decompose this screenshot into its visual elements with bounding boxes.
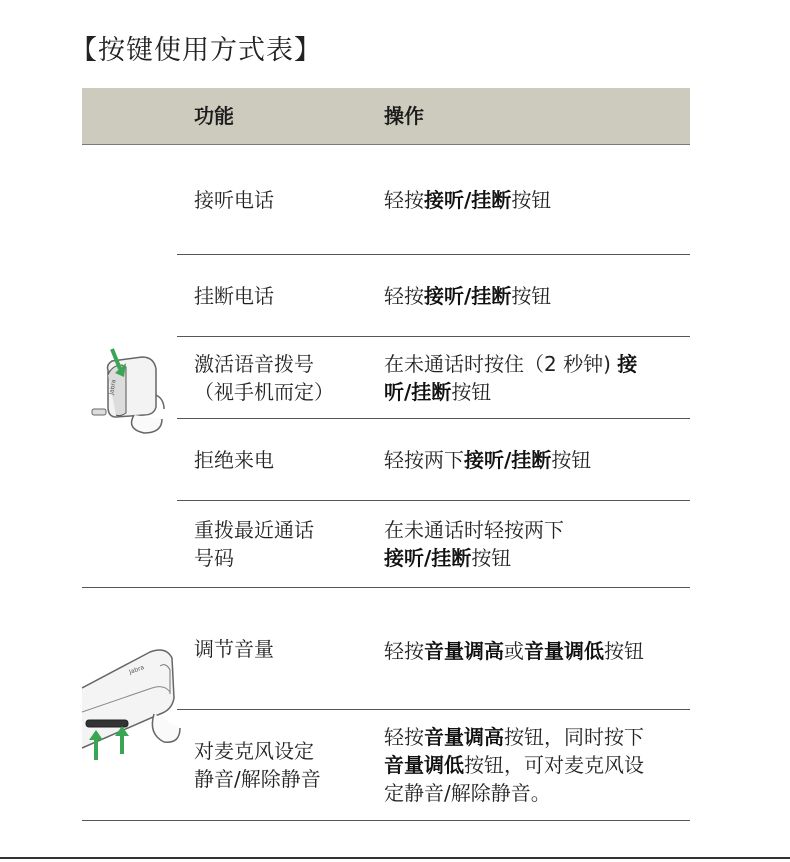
operation-text: 轻按 bbox=[384, 725, 424, 749]
operation-cell bbox=[384, 255, 674, 336]
operation-text: 按钮 bbox=[511, 283, 552, 308]
group-volume-buttons bbox=[82, 588, 690, 821]
function-text: 激活语音拨号 bbox=[194, 351, 314, 376]
operation-text: 轻按 bbox=[384, 638, 424, 663]
operation-text: 按钮 bbox=[451, 379, 492, 404]
operation-line bbox=[384, 544, 674, 572]
operation-line bbox=[384, 446, 674, 474]
operation-line bbox=[384, 282, 674, 310]
operation-cell bbox=[384, 710, 674, 820]
button-name-emphasis: 听/挂断 bbox=[384, 379, 452, 404]
operation-line bbox=[384, 723, 674, 751]
page-title: 【按键使用方式表】 bbox=[70, 35, 322, 66]
group-answer-end-button bbox=[82, 145, 690, 588]
footer-rule bbox=[0, 857, 790, 859]
operation-line bbox=[384, 350, 674, 378]
operation-text: 按钮 bbox=[551, 447, 592, 472]
button-name-emphasis: 接听/挂断 bbox=[464, 447, 552, 472]
function-text: 接听电话 bbox=[194, 187, 274, 212]
operation-line bbox=[384, 637, 674, 665]
row-mute-mic bbox=[177, 710, 690, 820]
operation-text: 或 bbox=[504, 638, 524, 663]
operation-text: 轻按两下 bbox=[384, 447, 464, 472]
function-text: 对麦克风设定 bbox=[194, 739, 314, 763]
headset-top-icon bbox=[82, 295, 177, 435]
operation-cell bbox=[384, 337, 674, 418]
operation-line bbox=[384, 378, 674, 406]
operation-text: 按钮 bbox=[511, 187, 552, 212]
operation-cell bbox=[384, 501, 674, 587]
function-cell bbox=[194, 145, 379, 254]
row-end-call bbox=[177, 255, 690, 337]
function-text: 静音/解除静音 bbox=[194, 767, 321, 791]
function-cell bbox=[194, 710, 379, 820]
function-cell bbox=[194, 588, 379, 709]
button-name-emphasis: 接听/挂断 bbox=[424, 187, 512, 212]
function-cell bbox=[194, 255, 379, 336]
button-name-emphasis: 音量调高 bbox=[424, 638, 504, 663]
function-text: 调节音量 bbox=[194, 636, 274, 661]
button-name-emphasis: 接 bbox=[617, 351, 638, 376]
row-redial bbox=[177, 501, 690, 587]
operation-cell bbox=[384, 588, 674, 709]
operation-text: 在未通话时轻按两下 bbox=[384, 518, 564, 542]
button-name-emphasis: 音量调低 bbox=[384, 753, 464, 777]
svg-text:Jabra: Jabra bbox=[108, 378, 118, 396]
button-name-emphasis: 音量调低 bbox=[524, 638, 604, 663]
operation-line bbox=[384, 779, 674, 807]
function-text: 号码 bbox=[194, 546, 234, 570]
operation-line bbox=[384, 186, 674, 214]
headset-volume-buttons-illustration bbox=[82, 638, 177, 772]
function-cell bbox=[194, 501, 379, 587]
button-usage-table bbox=[82, 88, 690, 821]
row-answer-call bbox=[177, 145, 690, 255]
row-adjust-volume bbox=[177, 588, 690, 710]
function-text: （视手机而定） bbox=[194, 379, 334, 404]
header-function: 功能 bbox=[194, 104, 234, 128]
operation-text: 按钮，同时按下 bbox=[504, 725, 644, 749]
row-reject-call bbox=[177, 419, 690, 501]
headset-side-icon bbox=[82, 638, 182, 768]
headset-answer-button-illustration bbox=[82, 295, 177, 439]
operation-text: 按钮 bbox=[471, 546, 512, 570]
function-text: 拒绝来电 bbox=[194, 447, 274, 472]
button-name-emphasis: 接听/挂断 bbox=[384, 546, 472, 570]
function-cell bbox=[194, 337, 379, 418]
operation-text: 轻按 bbox=[384, 283, 424, 308]
operation-line bbox=[384, 516, 674, 544]
operation-cell bbox=[384, 419, 674, 500]
row-voice-dial bbox=[177, 337, 690, 419]
header-operation: 操作 bbox=[384, 104, 424, 128]
function-cell bbox=[194, 419, 379, 500]
operation-text: 轻按 bbox=[384, 187, 424, 212]
operation-cell bbox=[384, 145, 674, 254]
operation-text: 按钮 bbox=[604, 638, 644, 663]
button-name-emphasis: 音量调高 bbox=[424, 725, 504, 749]
operation-text: 按钮，可对麦克风设 bbox=[464, 753, 644, 777]
function-text: 重拨最近通话 bbox=[194, 518, 314, 542]
operation-text: 在未通话时按住（2 秒钟) bbox=[384, 351, 618, 376]
button-name-emphasis: 接听/挂断 bbox=[424, 283, 512, 308]
table-header bbox=[82, 88, 690, 145]
operation-line bbox=[384, 751, 674, 779]
function-text: 挂断电话 bbox=[194, 283, 274, 308]
operation-text: 定静音/解除静音。 bbox=[384, 781, 551, 805]
svg-text:Jabra: Jabra bbox=[128, 664, 146, 676]
